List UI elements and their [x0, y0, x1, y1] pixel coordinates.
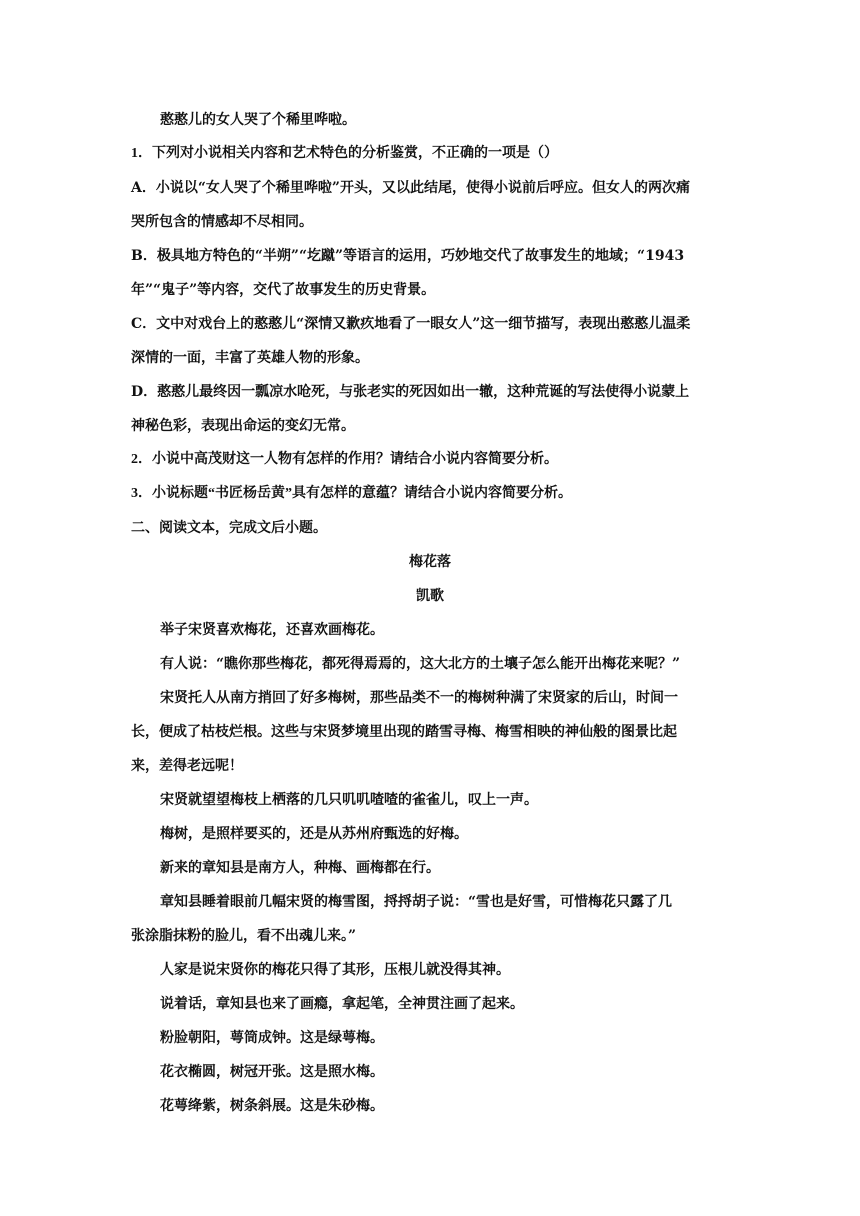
text-line: 张涂脂抹粉的脸儿，看不出魂儿来。” — [131, 928, 357, 944]
option-a: A．小说以“女人哭了个稀里哗啦”开头，又以此结尾，使得小说前后呼应。但女人的两次痛 — [131, 180, 690, 196]
text-line: 新来的章知县是南方人，种梅、画梅都在行。 — [160, 860, 440, 876]
text-line: 章知县睡着眼前几幅宋贤的梅雪图，捋捋胡子说：“雪也是好雪，可惜梅花只露了几 — [160, 894, 673, 910]
text-line: 来，差得老远呢！ — [131, 758, 243, 774]
text-line: 宋贤托人从南方捎回了好多梅树，那些品类不一的梅树种满了宋贤家的后山，时间一 — [160, 690, 678, 706]
text-line: 人家是说宋贤你的梅花只得了其形，压根儿就没得其神。 — [160, 962, 510, 978]
option-b: B．极具地方特色的“半朔”“圪蹴”等语言的运用，巧妙地交代了故事发生的地域；“1943 — [131, 248, 685, 264]
text-line: 憨憨儿的女人哭了个稀里哗啦。 — [160, 112, 356, 128]
text-line: 花萼绛紫，树条斜展。这是朱砂梅。 — [160, 1098, 384, 1114]
option-d: D．憨憨儿最终因一瓢凉水呛死，与张老实的死因如出一辙，这种荒诞的写法使得小说蒙上 — [131, 384, 690, 400]
option-d-cont: 神秘色彩，表现出命运的变幻无常。 — [131, 418, 355, 434]
question-1: 1．下列对小说相关内容和艺术特色的分析鉴赏，不正确的一项是（） — [131, 146, 558, 161]
option-c: C．文中对戏台上的憨憨儿“深情又歉疚地看了一眼女人”这一细节描写，表现出憨憨儿温柔 — [131, 316, 691, 332]
text-line: 宋贤就望望梅枝上栖落的几只叽叽喳喳的雀雀儿，叹上一声。 — [160, 792, 538, 808]
section-heading: 二、阅读文本，完成文后小题。 — [131, 520, 327, 536]
text-line: 举子宋贤喜欢梅花，还喜欢画梅花。 — [160, 622, 384, 638]
text-line: 梅树，是照样要买的，还是从苏州府甄选的好梅。 — [160, 826, 468, 842]
story-author: 凯歌 — [416, 588, 444, 604]
text-line: 粉脸朝阳，萼筒成钟。这是绿萼梅。 — [160, 1030, 384, 1046]
option-c-cont: 深情的一面，丰富了英雄人物的形象。 — [131, 350, 369, 366]
story-title: 梅花落 — [409, 554, 451, 570]
question-2: 2．小说中高茂财这一人物有怎样的作用？请结合小说内容简要分析。 — [131, 452, 558, 467]
option-a-cont: 哭所包含的情感却不尽相同。 — [131, 214, 313, 230]
text-line: 花衣椭圆，树冠开张。这是照水梅。 — [160, 1064, 384, 1080]
text-line: 长，便成了枯枝烂根。这些与宋贤梦境里出现的踏雪寻梅、梅雪相映的神仙般的图景比起 — [131, 724, 677, 740]
question-3: 3．小说标题“书匠杨岳黄”具有怎样的意蕴？请结合小说内容简要分析。 — [131, 486, 572, 501]
text-line: 说着话，章知县也来了画瘾，拿起笔，全神贯注画了起来。 — [160, 996, 524, 1012]
text-line: 有人说：“瞧你那些梅花，都死得焉焉的，这大北方的土壤子怎么能开出梅花来呢？” — [160, 656, 681, 672]
option-b-cont: 年”“鬼子”等内容，交代了故事发生的历史背景。 — [131, 282, 436, 298]
